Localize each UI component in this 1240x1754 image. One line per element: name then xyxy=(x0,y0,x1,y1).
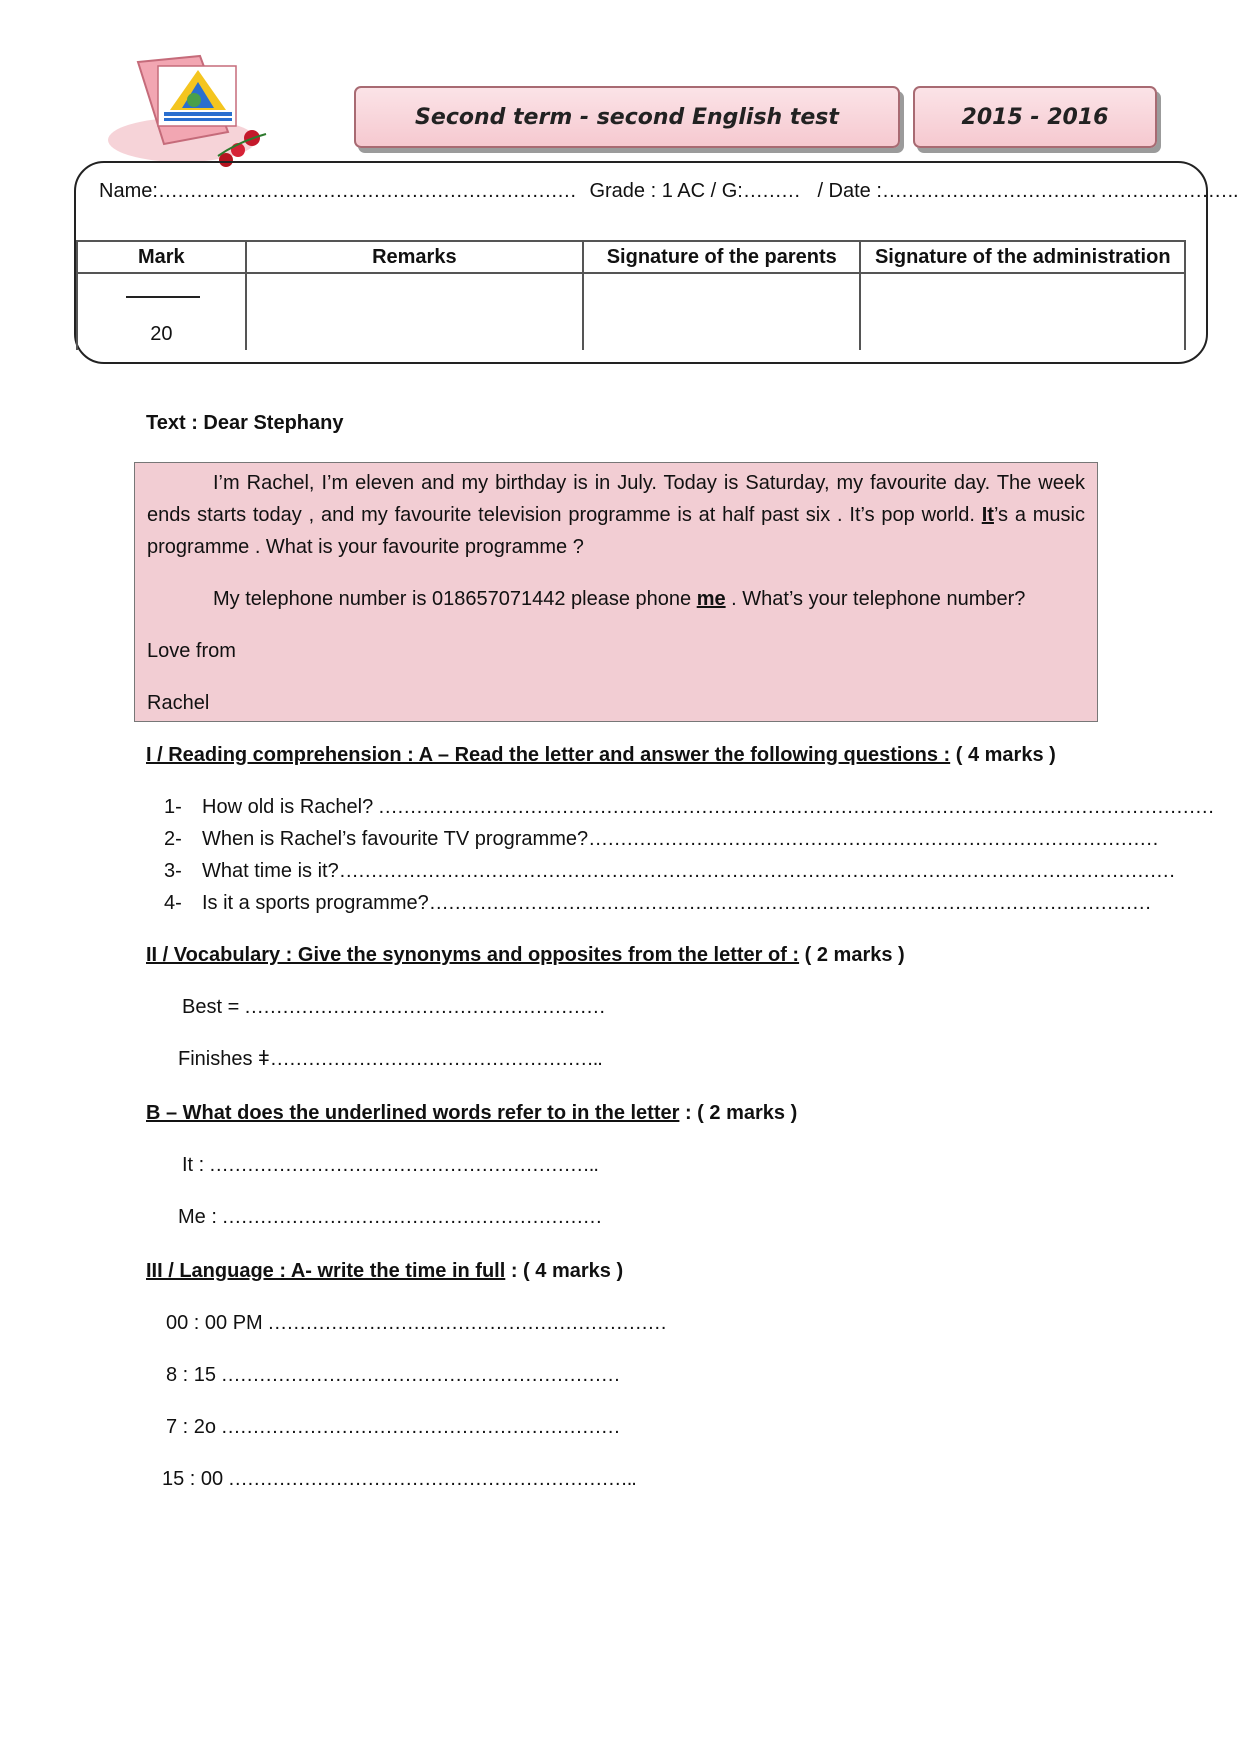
answer-field[interactable]: …………………………………………………………………………………………………………………… xyxy=(373,796,1214,818)
passage-signature: Rachel xyxy=(147,692,210,714)
school-year: 2015 - 2016 xyxy=(961,104,1109,130)
mark-fraction-line xyxy=(126,296,200,298)
mark-total: 20 xyxy=(150,323,173,345)
vocabulary-marks: ( 2 marks ) xyxy=(799,944,905,966)
marks-table-row xyxy=(77,273,1185,350)
administration-signature-cell[interactable] xyxy=(860,273,1185,350)
passage-closing: Love from xyxy=(147,640,236,662)
reference-answer-field[interactable]: …………………………………………………….. xyxy=(204,1154,598,1176)
question-2 xyxy=(164,828,1158,851)
passage-text: . What’s your telephone number? xyxy=(725,588,1026,610)
vocab-word: Best = xyxy=(182,996,240,1018)
language-heading xyxy=(146,1260,623,1283)
passage-paragraph-1 xyxy=(147,467,1085,563)
date-label: / Date : xyxy=(817,180,882,202)
time-item-1 xyxy=(166,1312,666,1335)
vocab-item-finishes xyxy=(178,1048,602,1071)
text-label: Text : Dear Stephany xyxy=(146,412,344,434)
school-year-banner xyxy=(913,86,1157,148)
reference-answer-field[interactable]: …………………………………………………… xyxy=(216,1206,602,1228)
underlined-it: It xyxy=(981,504,994,526)
question-text: When is Rachel’s favourite TV programme? xyxy=(202,828,589,850)
answer-field[interactable]: …………………………………………………………………………………………………… xyxy=(428,892,1151,914)
time-value: 8 : 15 xyxy=(166,1364,217,1386)
test-title-banner xyxy=(354,86,900,148)
mark-header: Mark xyxy=(77,241,246,273)
question-4 xyxy=(164,892,1151,915)
passage-text: ’s a music programme . What is your favourite programme ? xyxy=(147,504,1085,558)
time-answer-field[interactable]: ……………………………………………………… xyxy=(216,1416,620,1438)
name-field[interactable]: ………………………………………………………… xyxy=(157,180,576,202)
vocabulary-heading-text: II / Vocabulary : Give the synonyms and opposites from the letter of : xyxy=(146,944,800,966)
answer-field[interactable]: ……………………………………………………………………………… xyxy=(588,828,1159,850)
passage-text: I’m Rachel, I’m eleven and my birthday is in July. Today is Saturday, my favourite day. The week ends starts today , and my favourite television programme is at half past six . It’s pop world. xyxy=(147,472,1085,526)
time-answer-field[interactable]: ……………………………………………………….. xyxy=(223,1468,636,1490)
time-value: 7 : 2o xyxy=(166,1416,217,1438)
time-item-3 xyxy=(166,1416,620,1439)
time-value: 15 : 00 xyxy=(162,1468,224,1490)
question-number: 4- xyxy=(164,892,182,914)
date-field[interactable]: ……………………………. …………………. xyxy=(881,180,1238,202)
reference-marks: : ( 2 marks ) xyxy=(679,1102,798,1124)
reading-marks: ( 4 marks ) xyxy=(950,744,1056,766)
question-number: 3- xyxy=(164,860,182,882)
test-title: Second term - second English test xyxy=(415,104,839,130)
vocab-answer-field[interactable]: …………………………………………….. xyxy=(269,1048,602,1070)
time-value: 00 : 00 PM xyxy=(166,1312,263,1334)
time-answer-field[interactable]: ……………………………………………………… xyxy=(216,1364,620,1386)
reading-heading xyxy=(146,744,1056,767)
language-marks: : ( 4 marks ) xyxy=(505,1260,624,1282)
vocab-answer-field[interactable]: ………………………………………………… xyxy=(239,996,605,1018)
language-heading-text: III / Language : A- write the time in full xyxy=(146,1260,506,1282)
question-1 xyxy=(164,796,1214,819)
remarks-cell[interactable] xyxy=(246,273,583,350)
reference-item-me xyxy=(178,1206,601,1229)
vocab-word: Finishes ǂ xyxy=(178,1048,270,1070)
administration-signature-header: Signature of the administration xyxy=(860,241,1185,273)
reference-word: It : xyxy=(182,1154,205,1176)
time-item-4 xyxy=(162,1468,636,1491)
marks-table xyxy=(76,240,1186,350)
question-number: 2- xyxy=(164,828,182,850)
reference-item-it xyxy=(182,1154,598,1177)
student-info-line xyxy=(99,180,1238,203)
remarks-header: Remarks xyxy=(246,241,583,273)
question-number: 1- xyxy=(164,796,182,818)
answer-field[interactable]: …………………………………………………………………………………………………………………… xyxy=(338,860,1175,882)
school-logo xyxy=(108,52,308,170)
marks-table-header xyxy=(77,241,1185,273)
question-text: What time is it? xyxy=(202,860,339,882)
grade-label: Grade : 1 AC / G: xyxy=(589,180,743,202)
question-3 xyxy=(164,860,1175,883)
time-item-2 xyxy=(166,1364,620,1387)
reading-heading-text: I / Reading comprehension : A – Read the letter and answer the following questions : xyxy=(146,744,951,766)
vocab-item-best xyxy=(182,996,605,1019)
vocabulary-heading xyxy=(146,944,905,967)
parents-signature-header: Signature of the parents xyxy=(583,241,861,273)
reference-heading xyxy=(146,1102,797,1125)
parents-signature-cell[interactable] xyxy=(583,273,861,350)
passage-paragraph-2 xyxy=(147,583,1085,615)
reference-word: Me : xyxy=(178,1206,217,1228)
mark-cell[interactable] xyxy=(77,273,246,350)
time-answer-field[interactable]: ……………………………………………………… xyxy=(262,1312,667,1334)
name-label: Name: xyxy=(99,180,158,202)
underlined-me: me xyxy=(696,588,726,610)
passage-text: My telephone number is 018657071442 please phone xyxy=(213,588,697,610)
reference-heading-text: B – What does the underlined words refer to in the letter xyxy=(146,1102,680,1124)
letter-passage xyxy=(134,462,1098,722)
question-text: Is it a sports programme? xyxy=(202,892,429,914)
question-text: How old is Rachel? xyxy=(202,796,374,818)
group-field[interactable]: ……… xyxy=(742,180,800,202)
